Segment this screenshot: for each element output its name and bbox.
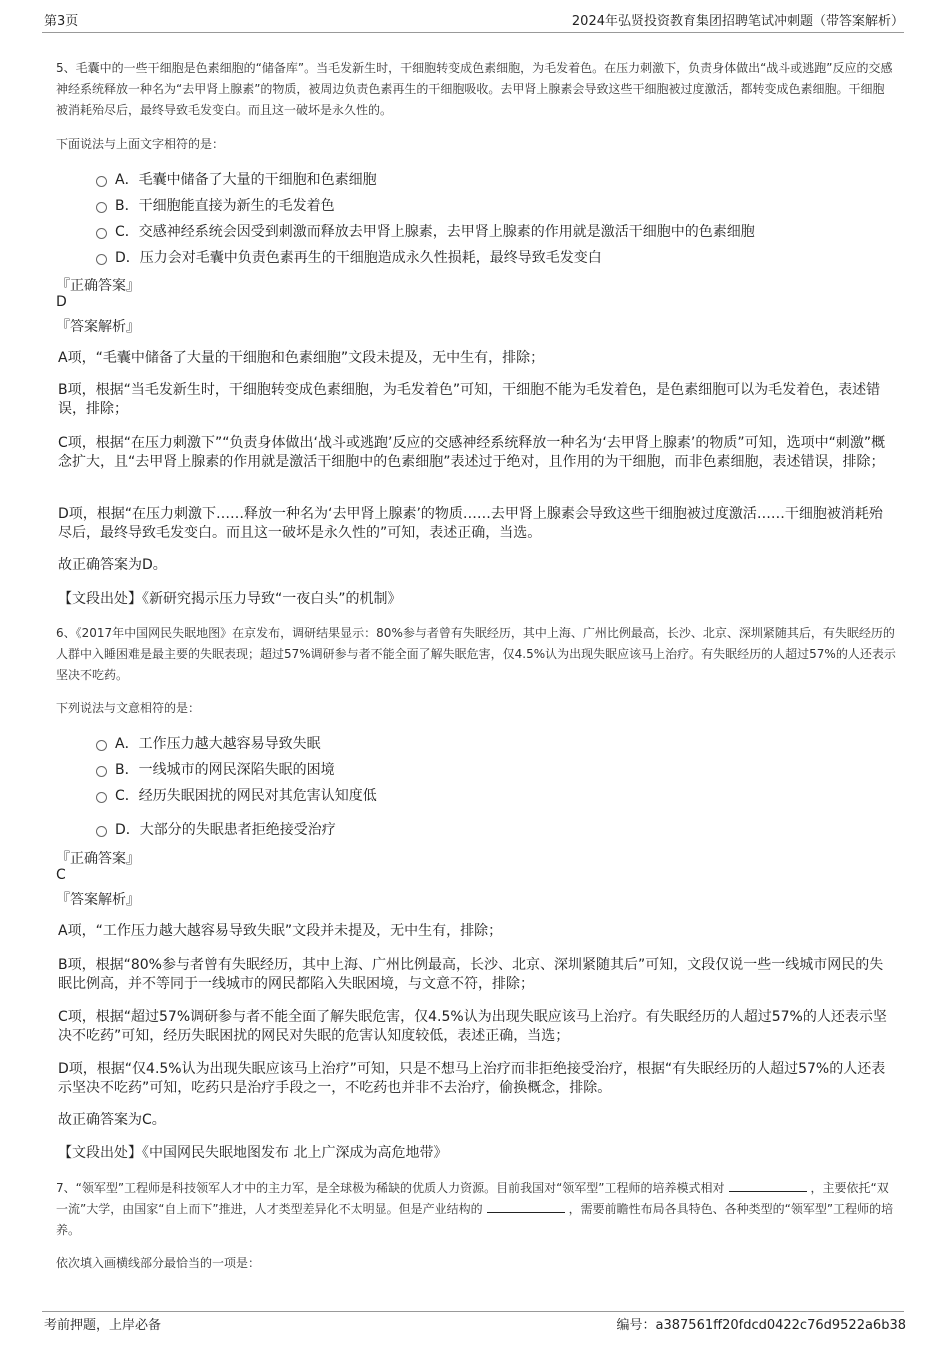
footer-divider	[42, 1311, 904, 1312]
analysis-d: D项，根据“仅4.5%认为出现失眠应该马上治疗”可知，只是不想马上治疗而非拒绝接受治疗，根据“有失眠经历的人超过57%的人还表示坚决不吃药”可知，吃药只是治疗手段之一，不吃药也并非不去治疗，偷换概念，排除。	[58, 1061, 886, 1096]
question-6-stem: 6、《2017年中国网民失眠地图》在京发布，调研结果显示：80%参与者曾有失眠经历，其中上海、广州比例最高，长沙、北京、深圳紧随其后，有失眠经历的人群中入睡困难是最主要的失眠表现；超过57%调研参与者不能全面了解失眠危害，仅4.5%认为出现失眠应该马上治疗。有失眠经历的人超过57%的人还表示坚决不吃药。	[56, 626, 896, 682]
fill-blank-2	[487, 1212, 565, 1213]
question-7-stem	[56, 1178, 896, 1241]
q5-option-b[interactable]	[96, 195, 335, 215]
question-6-prompt: 下列说法与文意相符的是：	[56, 701, 201, 715]
answer-value: C	[56, 867, 66, 883]
option-label: D．大部分的失眠患者拒绝接受治疗	[115, 822, 336, 838]
conclusion: 故正确答案为D。	[58, 557, 167, 573]
answer-value: D	[56, 294, 67, 310]
analysis-b: B项，根据“80%参与者曾有失眠经历，其中上海、广州比例最高，长沙、北京、深圳紧随其后”可知，文段仅说一些一线城市网民的失眠比例高，并不等同于一线城市的网民都陷入失眠困境，与文意不符，排除；	[58, 957, 884, 992]
q5-option-c[interactable]	[96, 221, 755, 241]
answer-label: 『正确答案』	[56, 851, 140, 867]
analysis-a: A项，“毛囊中储备了大量的干细胞和色素细胞”文段未提及，无中生有，排除；	[58, 350, 545, 366]
analysis-a: A项，“工作压力越大越容易导致失眠”文段并未提及，无中生有，排除；	[58, 923, 503, 939]
analysis-c: C项，根据“超过57%调研参与者不能全面了解失眠危害，仅4.5%认为出现失眠应该马上治疗。有失眠经历的人超过57%的人还表示坚决不吃药”可知，经历失眠困扰的网民对失眠的危害认知度较低，表述正确，当选；	[58, 1009, 887, 1044]
page-number: 第3页	[44, 14, 79, 29]
radio-icon[interactable]	[96, 766, 107, 777]
stem-text: 7、“领军型”工程师是科技领军人才中的主力军，是全球极为稀缺的优质人力资源。目前我国对“领军型”工程师的培养模式相对	[56, 1181, 725, 1195]
radio-icon[interactable]	[96, 228, 107, 239]
radio-icon[interactable]	[96, 202, 107, 213]
option-label: A．工作压力越大越容易导致失眠	[115, 736, 321, 752]
q6-option-a[interactable]	[96, 733, 321, 753]
source: 【文段出处】《中国网民失眠地图发布 北上广深成为高危地带》	[58, 1145, 448, 1161]
question-7-prompt: 依次填入画横线部分最恰当的一项是：	[56, 1256, 261, 1270]
option-label: A．毛囊中储备了大量的干细胞和色素细胞	[115, 172, 377, 188]
question-5-prompt: 下面说法与上面文字相符的是：	[56, 137, 225, 151]
q5-option-d[interactable]	[96, 247, 602, 267]
analysis-c: C项，根据“在压力刺激下”“负责身体做出‘战斗或逃跑’反应的交感神经系统释放一种名为‘去甲肾上腺素’的物质”可知，选项中“刺激”概念扩大，且“去甲肾上腺素的作用就是激活干细胞中的色素细胞”表述过于绝对，且作用的为干细胞，而非色素细胞，表述错误，排除；	[58, 435, 886, 470]
radio-icon[interactable]	[96, 740, 107, 751]
q6-option-c[interactable]	[96, 785, 377, 805]
stem-text: ，主要依托“双一流”大学，由国家“自上而下”推进，人才类型差异化不太明显。但是产业结构的	[56, 1181, 889, 1216]
q6-option-d[interactable]	[96, 819, 336, 839]
fill-blank-1	[729, 1191, 807, 1192]
conclusion: 故正确答案为C。	[58, 1112, 166, 1128]
option-label: B．一线城市的网民深陷失眠的困境	[115, 762, 335, 778]
document-code: 编号：a387561ff20fdcd0422c76d9522a6b38	[616, 1318, 906, 1333]
analysis-b: B项，根据“当毛发新生时，干细胞转变成色素细胞，为毛发着色”可知，干细胞不能为毛发着色，是色素细胞可以为毛发着色，表述错误，排除；	[58, 382, 881, 417]
q6-option-b[interactable]	[96, 759, 335, 779]
option-label: D．压力会对毛囊中负责色素再生的干细胞造成永久性损耗，最终导致毛发变白	[115, 250, 602, 266]
document-title: 2024年弘贤投资教育集团招聘笔试冲刺题（带答案解析）	[571, 14, 904, 29]
radio-icon[interactable]	[96, 826, 107, 837]
footer-slogan: 考前押题，上岸必备	[44, 1318, 162, 1333]
option-label: B．干细胞能直接为新生的毛发着色	[115, 198, 335, 214]
question-5-stem: 5、毛囊中的一些干细胞是色素细胞的“储备库”。当毛发新生时，干细胞转变成色素细胞，为毛发着色。在压力刺激下，负责身体做出“战斗或逃跑”反应的交感神经系统释放一种名为“去甲肾上腺素”的物质，被周边负责色素再生的干细胞吸收。去甲肾上腺素会导致这些干细胞被过度激活，都转变成色素细胞。干细胞被消耗殆尽后，最终导致毛发变白。而且这一破坏是永久性的。	[56, 61, 893, 117]
q5-option-a[interactable]	[96, 169, 377, 189]
analysis-label: 『答案解析』	[56, 319, 140, 335]
option-label: C．交感神经系统会因受到刺激而释放去甲肾上腺素，去甲肾上腺素的作用就是激活干细胞中的色素细胞	[115, 224, 755, 240]
analysis-d: D项，根据“在压力刺激下……释放一种名为‘去甲肾上腺素’的物质……去甲肾上腺素会导致这些干细胞被过度激活……干细胞被消耗殆尽后，最终导致毛发变白。而且这一破坏是永久性的”可知，表述正确，当选。	[58, 506, 883, 541]
radio-icon[interactable]	[96, 254, 107, 265]
header-divider	[42, 32, 904, 33]
stem-text: ，需要前瞻性布局各具特色、各种类型的“领军型”工程师的培养。	[56, 1202, 894, 1237]
source: 【文段出处】《新研究揭示压力导致“一夜白头”的机制》	[58, 591, 402, 607]
answer-label: 『正确答案』	[56, 278, 140, 294]
option-label: C．经历失眠困扰的网民对其危害认知度低	[115, 788, 377, 804]
radio-icon[interactable]	[96, 176, 107, 187]
radio-icon[interactable]	[96, 792, 107, 803]
analysis-label: 『答案解析』	[56, 892, 140, 908]
